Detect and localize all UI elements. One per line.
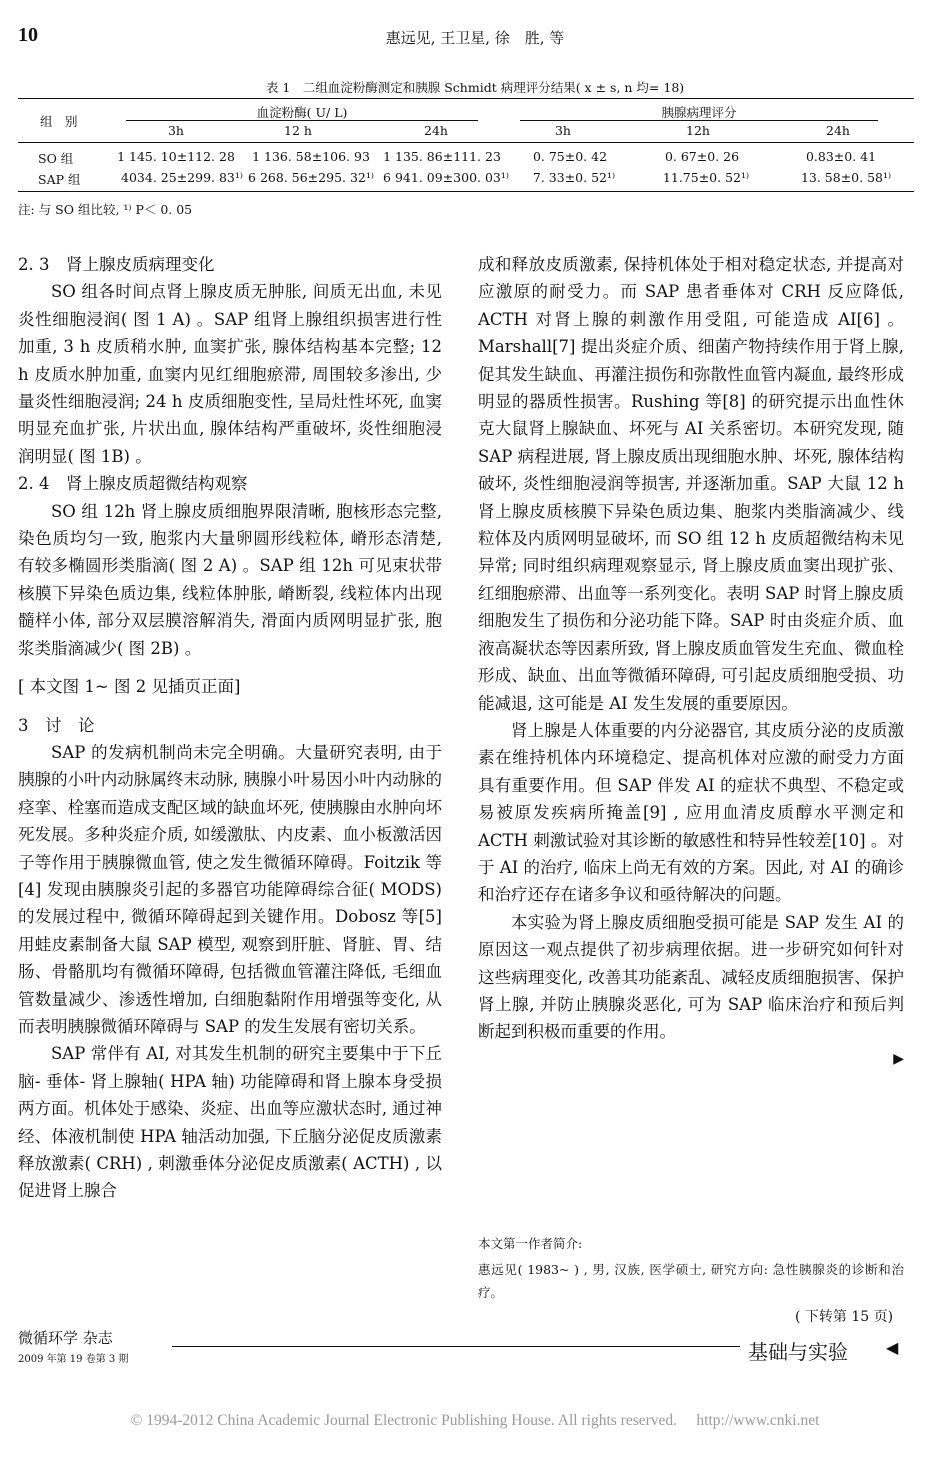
table-caption: 表 1 二组血淀粉酶测定和胰腺 Schmidt 病理评分结果( x ± s, n 均= 18): [265, 80, 685, 95]
bio-text: 惠远见( 1983~ ) , 男, 汉族, 医学硕士, 研究方向: 急性胰腺炎的诊断和治疗。: [478, 1262, 904, 1300]
time-header: 12h: [686, 123, 710, 138]
pathology-header: 胰腺病理评分: [661, 105, 737, 120]
table-cell: 1 136. 58±106. 93: [252, 149, 370, 164]
bio-heading: 本文第一作者简介:: [478, 1236, 583, 1251]
group-header: 组 别: [40, 114, 78, 129]
paragraph: SO 组各时间点肾上腺皮质无肿胀, 间质无出血, 未见炎性细胞浸润( 图 1 A) 。SAP 组肾上腺组织损害进行性加重, 3 h 皮质稍水肿, 血窦扩张, 腺体结构基本完整; 12 h 皮质水肿加重, 血窦内见红细胞瘀滞, 周围较多渗出, 少量炎性细胞浸润; 24 h 皮质细胞变性, 呈局灶性坏死, 血窦明显充血扩张, 片状出血, 腺体结构严重破坏, 炎性细胞浸润明显( 图 1B) 。: [18, 282, 442, 466]
footer-rule: [172, 1346, 740, 1347]
paragraph: SO 组 12h 肾上腺皮质细胞界限清晰, 胞核形态完整, 染色质均匀一致, 胞浆内大量卵圆形线粒体, 嵴形态清楚, 有较多椭圆形类脂滴( 图 2 A) 。SAP 组 12h 可见束状带核膜下异染色质边集, 线粒体肿胀, 嵴断裂, 线粒体内出现髓样小体, 部分双层膜溶解消失, 滑面内质网明显扩张, 胞浆类脂滴减少( 图 2B) 。: [18, 501, 442, 658]
table-cell: 4034. 25±299. 83¹⁾: [121, 170, 243, 185]
table-cell: 6 941. 09±300. 03¹⁾: [383, 170, 509, 185]
time-header: 12 h: [284, 123, 312, 138]
paragraph: 成和释放皮质激素, 保持机体处于相对稳定状态, 并提高对应激原的耐受力。而 SAP 患者垂体对 CRH 反应降低, ACTH 对肾上腺的刺激作用受阻, 可能造成 AI[6] 。Marshall[7] 提出炎症介质、细菌产物持续作用于肾上腺, 促其发生缺血、再灌注损伤和弥散性血管内凝血, 最终形成明显的器质性损害。Rushing 等[8] 的研究提示出血性休克大鼠肾上腺缺血、坏死与 AI 关系密切。本研究发现, 随 SAP 病程进展, 肾上腺皮质出现细胞水肿、坏死, 腺体结构破坏, 炎性细胞浸润等损害, 并逐渐加重。SAP 大鼠 12 h 肾上腺皮质核膜下异染色质边集、胞浆内类脂滴减少、线粒体及内质网明显破坏, 而 SO 组 12 h 皮质超微结构未见异常; 同时组织病理观察显示, 肾上腺皮质血窦出现扩张、红细胞瘀滞、出血等一系列变化。表明 SAP 时肾上腺皮质细胞发生了损伤和分泌功能下降。SAP 时由炎症介质、血液高凝状态等因素所致, 肾上腺皮质血管发生充血、微血栓形成、缺血、出血等微循环障碍, 可引起皮质细胞受损、功能减退, 这可能是 AI 发生发展的重要原因。: [478, 255, 904, 713]
left-column: [18, 251, 442, 1205]
table-cell: 7. 33±0. 52¹⁾: [532, 170, 616, 185]
journal-issue: 2009 年第 19 卷第 3 期: [18, 1354, 129, 1365]
table-cell: 0. 75±0. 42: [532, 149, 608, 164]
paragraph: 本实验为肾上腺皮质细胞受损可能是 SAP 发生 AI 的原因这一观点提供了初步病理依据。进一步研究如何针对这些病理变化, 改善其功能紊乱、减轻皮质细胞损害、保护肾上腺, 并防止胰腺炎恶化, 可为 SAP 临床治疗和预后判断起到积极而重要的作用。: [478, 912, 904, 1042]
figure-reference: [ 本文图 1~ 图 2 见插页正面]: [18, 677, 241, 697]
time-header: 24h: [826, 123, 850, 138]
table-row-group: SO 组: [38, 151, 74, 166]
amylase-header: 血淀粉酶( U/ L): [256, 105, 348, 120]
table-cell: 1 145. 10±112. 28: [117, 149, 235, 164]
table-cell: 0.83±0. 41: [805, 149, 877, 164]
table-cell: 11.75±0. 52¹⁾: [662, 170, 750, 185]
running-head: 惠远见, 王卫星, 徐 胜, 等: [385, 29, 565, 47]
copyright-watermark: © 1994-2012 China Academic Journal Electronic Publishing House. All rights reserved. http://www.cnki.net: [130, 1412, 820, 1429]
section-3-title: 3 讨 论: [18, 715, 95, 735]
table-cell: 13. 58±0. 58¹⁾: [800, 170, 892, 185]
table-row-group: SAP 组: [38, 172, 81, 187]
section-name: 基础与实验: [748, 1340, 848, 1364]
right-column: [478, 251, 904, 1073]
end-mark-icon: ▶: [893, 1050, 904, 1067]
section-2-4-title: 2. 4 肾上腺皮质超微结构观察: [18, 474, 248, 494]
footer-arrow-icon: ◀: [886, 1338, 899, 1357]
section-2-3-title: 2. 3 肾上腺皮质病理变化: [18, 255, 215, 274]
continued-note: ( 下转第 15 页): [795, 1309, 894, 1325]
table-note: 注: 与 SO 组比较, ¹⁾ P＜ 0. 05: [18, 202, 193, 217]
time-header: 3h: [167, 123, 184, 138]
paragraph: SAP 常伴有 AI, 对其发生机制的研究主要集中于下丘脑- 垂体- 肾上腺轴( HPA 轴) 功能障碍和肾上腺本身受损两方面。机体处于感染、炎症、出血等应激状态时, 通过神经、体液机制使 HPA 轴活动加强, 下丘脑分泌促皮质激素释放激素( CRH) , 刺激垂体分泌促皮质激素( ACTH) , 以促进肾上腺合: [18, 1044, 442, 1201]
table-cell: 6 268. 56±295. 32¹⁾: [248, 170, 374, 185]
time-header: 24h: [424, 123, 448, 138]
journal-name: 微循环学 杂志: [18, 1329, 113, 1347]
page-number: 10: [18, 24, 38, 46]
table-cell: 0. 67±0. 26: [664, 149, 740, 164]
paragraph: SAP 的发病机制尚未完全明确。大量研究表明, 由于胰腺的小叶内动脉属终末动脉, 胰腺小叶易因小叶内动脉的痉挛、栓塞而造成支配区域的缺血坏死, 使胰腺由水肿向坏死发展。多种炎症介质, 如缓激肽、内皮素、血小板激活因子等作用于胰腺微血管, 使之发生微循环障碍。Foitzik 等[4] 发现由胰腺炎引起的多器官功能障碍综合征( MODS) 的发展过程中, 微循环障碍起到关键作用。Dobosz 等[5] 用蛙皮素制备大鼠 SAP 模型, 观察到肝脏、肾脏、胃、结肠、骨骼肌均有微循环障碍, 包括微血管灌注降低, 毛细血管数量减少、渗透性增加, 白细胞黏附作用增强等变化, 从而表明胰腺微循环障碍与 SAP 的发生发展有密切关系。: [18, 742, 442, 1036]
table-cell: 1 135. 86±111. 23: [383, 149, 501, 164]
time-header: 3h: [554, 123, 571, 138]
paragraph: 肾上腺是人体重要的内分泌器官, 其皮质分泌的皮质激素在维持机体内环境稳定、提高机体对应激的耐受力方面具有重要作用。但 SAP 伴发 AI 的症状不典型、不稳定或易被原发疾病所掩盖[9] , 应用血清皮质醇水平测定和 ACTH 刺激试验对其诊断的敏感性和特异性较差[10] 。对于 AI 的治疗, 临床上尚无有效的方案。因此, 对 AI 的确诊和治疗还存在诸多争议和亟待解决的问题。: [478, 720, 904, 905]
